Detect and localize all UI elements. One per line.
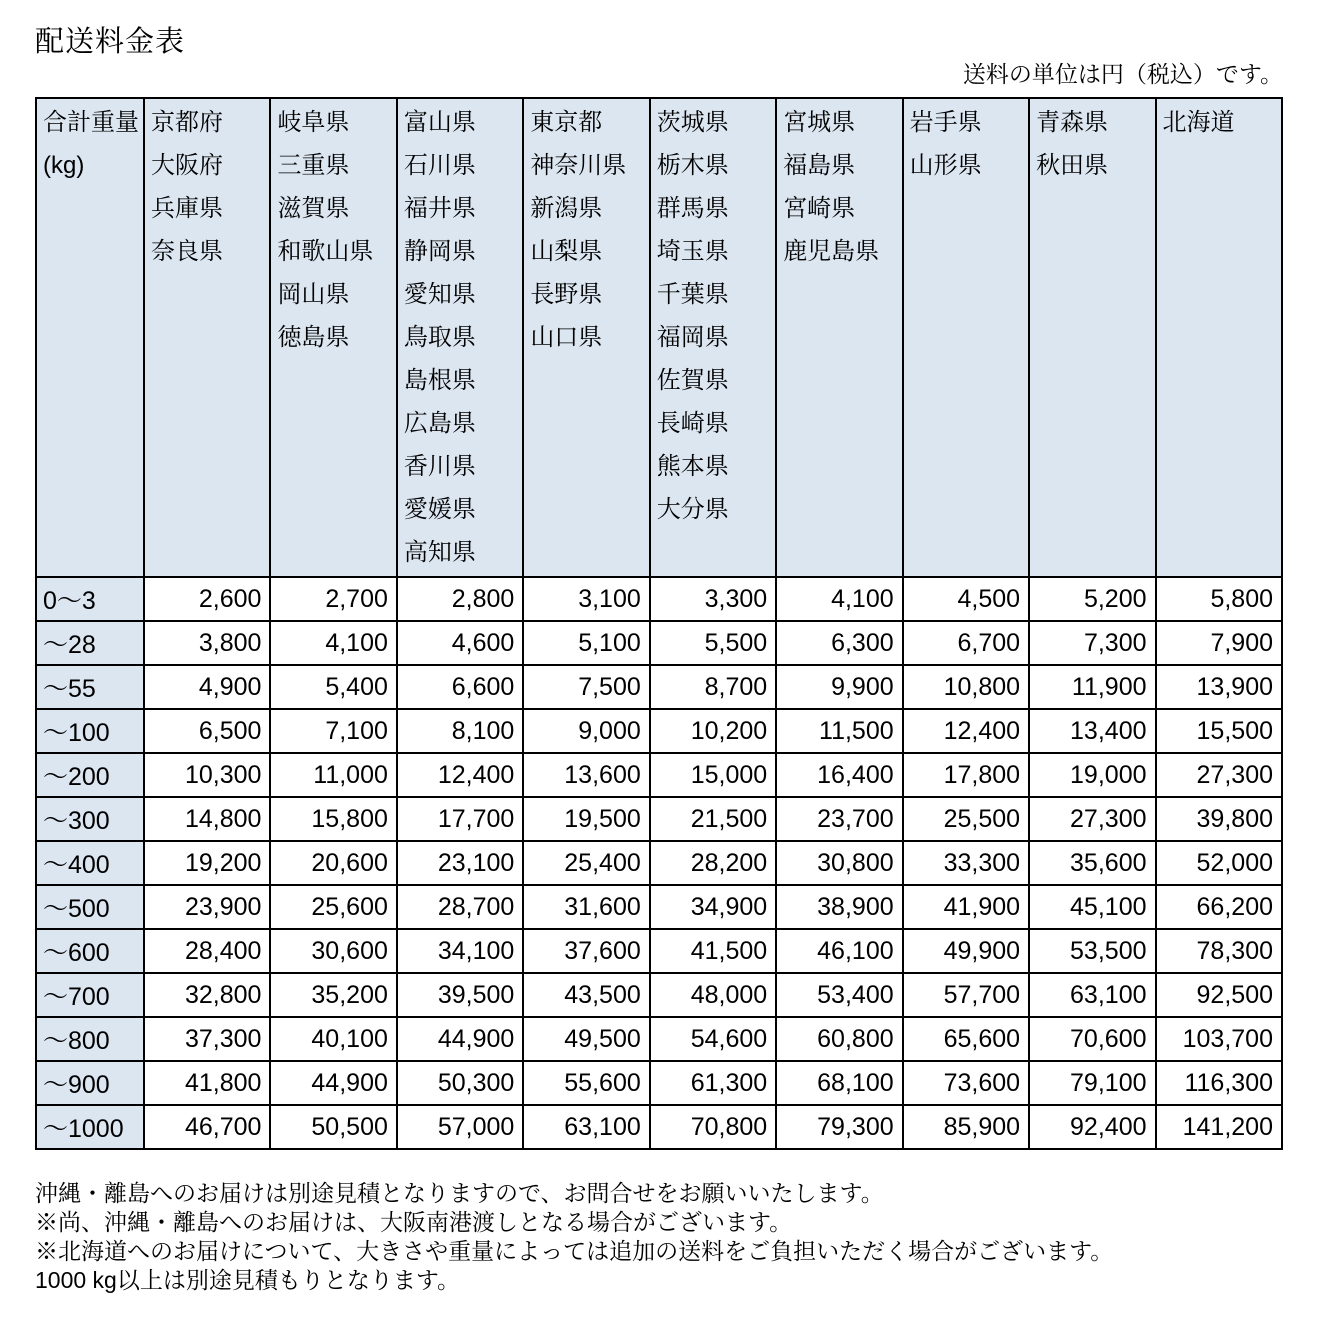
fee-cell: 63,100 bbox=[1029, 973, 1155, 1017]
weight-label-cell: ～700 bbox=[36, 973, 144, 1017]
fee-row bbox=[36, 665, 1282, 709]
fee-cell: 10,200 bbox=[650, 709, 776, 753]
fee-cell: 57,700 bbox=[903, 973, 1029, 1017]
weight-label-cell: ～500 bbox=[36, 885, 144, 929]
fee-row bbox=[36, 841, 1282, 885]
prefecture-name: 岩手県 bbox=[909, 109, 982, 136]
fee-cell: 45,100 bbox=[1029, 885, 1155, 929]
fee-cell: 2,800 bbox=[397, 577, 523, 621]
table-body bbox=[36, 577, 1282, 1149]
fee-cell: 9,000 bbox=[523, 709, 649, 753]
fee-cell: 38,900 bbox=[776, 885, 902, 929]
fee-cell: 31,600 bbox=[523, 885, 649, 929]
prefecture-name: 鹿児島県 bbox=[783, 238, 880, 265]
prefecture-name: 長野県 bbox=[530, 281, 603, 308]
prefecture-name: 佐賀県 bbox=[656, 367, 729, 394]
prefecture-name: 青森県 bbox=[1036, 109, 1109, 136]
prefecture-name: 島根県 bbox=[403, 367, 476, 394]
fee-cell: 37,600 bbox=[523, 929, 649, 973]
fee-cell: 9,900 bbox=[776, 665, 902, 709]
prefecture-name: 宮崎県 bbox=[783, 195, 856, 222]
fee-cell: 37,300 bbox=[144, 1017, 270, 1061]
prefecture-name: 福島県 bbox=[783, 152, 856, 179]
fee-cell: 11,500 bbox=[776, 709, 902, 753]
fee-cell: 60,800 bbox=[776, 1017, 902, 1061]
fee-cell: 46,700 bbox=[144, 1105, 270, 1149]
fee-cell: 49,500 bbox=[523, 1017, 649, 1061]
fee-row bbox=[36, 929, 1282, 973]
fee-row bbox=[36, 709, 1282, 753]
weight-label-cell: 0～3 bbox=[36, 577, 144, 621]
weight-label-cell: ～300 bbox=[36, 797, 144, 841]
prefecture-name: 愛知県 bbox=[403, 281, 476, 308]
weight-label-cell: ～800 bbox=[36, 1017, 144, 1061]
fee-cell: 25,500 bbox=[903, 797, 1029, 841]
fee-cell: 40,100 bbox=[270, 1017, 396, 1061]
fee-row bbox=[36, 973, 1282, 1017]
weight-header-line: (kg) bbox=[43, 152, 85, 179]
fee-cell: 103,700 bbox=[1156, 1017, 1283, 1061]
fee-cell: 63,100 bbox=[523, 1105, 649, 1149]
fee-cell: 10,800 bbox=[903, 665, 1029, 709]
shipping-fee-table bbox=[35, 97, 1283, 1150]
fee-cell: 54,600 bbox=[650, 1017, 776, 1061]
region-header-cell-6 bbox=[903, 98, 1029, 577]
prefecture-name: 長崎県 bbox=[656, 410, 729, 437]
fee-cell: 4,500 bbox=[903, 577, 1029, 621]
prefecture-name: 茨城県 bbox=[656, 109, 729, 136]
fee-cell: 85,900 bbox=[903, 1105, 1029, 1149]
fee-row bbox=[36, 1061, 1282, 1105]
prefecture-name: 山形県 bbox=[909, 152, 982, 179]
fee-row bbox=[36, 621, 1282, 665]
fee-cell: 12,400 bbox=[903, 709, 1029, 753]
fee-cell: 10,300 bbox=[144, 753, 270, 797]
fee-cell: 14,800 bbox=[144, 797, 270, 841]
fee-cell: 27,300 bbox=[1029, 797, 1155, 841]
weight-label-cell: ～600 bbox=[36, 929, 144, 973]
fee-cell: 23,100 bbox=[397, 841, 523, 885]
fee-cell: 70,600 bbox=[1029, 1017, 1155, 1061]
fee-cell: 55,600 bbox=[523, 1061, 649, 1105]
fee-cell: 79,100 bbox=[1029, 1061, 1155, 1105]
fee-cell: 15,500 bbox=[1156, 709, 1283, 753]
prefecture-name: 香川県 bbox=[403, 453, 476, 480]
fee-cell: 50,300 bbox=[397, 1061, 523, 1105]
fee-cell: 41,800 bbox=[144, 1061, 270, 1105]
fee-cell: 92,500 bbox=[1156, 973, 1283, 1017]
footnotes bbox=[35, 1179, 1285, 1295]
fee-cell: 3,800 bbox=[144, 621, 270, 665]
region-header-cell-2 bbox=[397, 98, 523, 577]
fee-cell: 33,300 bbox=[903, 841, 1029, 885]
weight-label-cell: ～28 bbox=[36, 621, 144, 665]
fee-row bbox=[36, 797, 1282, 841]
fee-cell: 39,500 bbox=[397, 973, 523, 1017]
fee-cell: 15,800 bbox=[270, 797, 396, 841]
fee-cell: 4,600 bbox=[397, 621, 523, 665]
fee-cell: 5,500 bbox=[650, 621, 776, 665]
fee-cell: 34,900 bbox=[650, 885, 776, 929]
fee-cell: 4,900 bbox=[144, 665, 270, 709]
fee-cell: 46,100 bbox=[776, 929, 902, 973]
fee-cell: 6,300 bbox=[776, 621, 902, 665]
prefecture-name: 栃木県 bbox=[656, 152, 729, 179]
page-title: 配送料金表 bbox=[35, 26, 186, 58]
prefecture-name: 福井県 bbox=[403, 195, 476, 222]
fee-cell: 28,200 bbox=[650, 841, 776, 885]
prefecture-name: 秋田県 bbox=[1036, 152, 1109, 179]
prefecture-name: 岡山県 bbox=[277, 281, 350, 308]
fee-cell: 21,500 bbox=[650, 797, 776, 841]
region-header-cell-8 bbox=[1156, 98, 1283, 577]
weight-label-cell: ～100 bbox=[36, 709, 144, 753]
fee-cell: 13,600 bbox=[523, 753, 649, 797]
fee-row bbox=[36, 1105, 1282, 1149]
fee-cell: 2,700 bbox=[270, 577, 396, 621]
fee-cell: 79,300 bbox=[776, 1105, 902, 1149]
prefecture-name: 熊本県 bbox=[656, 453, 729, 480]
fee-cell: 25,400 bbox=[523, 841, 649, 885]
fee-cell: 35,200 bbox=[270, 973, 396, 1017]
fee-cell: 16,400 bbox=[776, 753, 902, 797]
fee-cell: 61,300 bbox=[650, 1061, 776, 1105]
footnote-line: 沖縄・離島へのお届けは別途見積となりますので、お問合せをお願いいたします。 bbox=[35, 1180, 884, 1206]
fee-cell: 65,600 bbox=[903, 1017, 1029, 1061]
fee-cell: 5,100 bbox=[523, 621, 649, 665]
prefecture-name: 群馬県 bbox=[656, 195, 729, 222]
prefecture-name: 東京都 bbox=[530, 109, 603, 136]
fee-cell: 92,400 bbox=[1029, 1105, 1155, 1149]
prefecture-name: 奈良県 bbox=[151, 238, 223, 265]
fee-cell: 52,000 bbox=[1156, 841, 1283, 885]
fee-cell: 8,700 bbox=[650, 665, 776, 709]
region-header-cell-5 bbox=[776, 98, 902, 577]
fee-cell: 7,900 bbox=[1156, 621, 1283, 665]
prefecture-name: 山梨県 bbox=[530, 238, 603, 265]
prefecture-name: 宮城県 bbox=[783, 109, 856, 136]
fee-cell: 30,800 bbox=[776, 841, 902, 885]
region-header-cell-4 bbox=[650, 98, 776, 577]
fee-cell: 17,800 bbox=[903, 753, 1029, 797]
fee-cell: 57,000 bbox=[397, 1105, 523, 1149]
fee-cell: 41,500 bbox=[650, 929, 776, 973]
fee-cell: 68,100 bbox=[776, 1061, 902, 1105]
fee-cell: 35,600 bbox=[1029, 841, 1155, 885]
fee-cell: 13,900 bbox=[1156, 665, 1283, 709]
fee-cell: 73,600 bbox=[903, 1061, 1029, 1105]
prefecture-name: 神奈川県 bbox=[530, 152, 627, 179]
fee-cell: 53,500 bbox=[1029, 929, 1155, 973]
fee-cell: 6,600 bbox=[397, 665, 523, 709]
fee-cell: 53,400 bbox=[776, 973, 902, 1017]
fee-cell: 3,100 bbox=[523, 577, 649, 621]
region-header-cell-7 bbox=[1029, 98, 1155, 577]
prefecture-name: 三重県 bbox=[277, 152, 350, 179]
weight-header-line: 合計重量 bbox=[43, 109, 139, 136]
fee-cell: 4,100 bbox=[776, 577, 902, 621]
fee-cell: 43,500 bbox=[523, 973, 649, 1017]
weight-label-cell: ～900 bbox=[36, 1061, 144, 1105]
prefecture-name: 大阪府 bbox=[151, 152, 223, 179]
prefecture-name: 鳥取県 bbox=[403, 324, 476, 351]
fee-cell: 7,500 bbox=[523, 665, 649, 709]
fee-cell: 32,800 bbox=[144, 973, 270, 1017]
fee-cell: 13,400 bbox=[1029, 709, 1155, 753]
prefecture-name: 千葉県 bbox=[656, 281, 729, 308]
fee-cell: 6,500 bbox=[144, 709, 270, 753]
header-row bbox=[36, 98, 1282, 577]
footnote-line: ※北海道へのお届けについて、大きさや重量によっては追加の送料をご負担いただく場合がございます。 bbox=[35, 1238, 1114, 1264]
fee-cell: 15,000 bbox=[650, 753, 776, 797]
prefecture-name: 新潟県 bbox=[530, 195, 603, 222]
fee-row bbox=[36, 753, 1282, 797]
fee-cell: 11,000 bbox=[270, 753, 396, 797]
fee-cell: 2,600 bbox=[144, 577, 270, 621]
prefecture-name: 北海道 bbox=[1162, 109, 1235, 136]
weight-label-cell: ～200 bbox=[36, 753, 144, 797]
fee-cell: 11,900 bbox=[1029, 665, 1155, 709]
fee-cell: 5,200 bbox=[1029, 577, 1155, 621]
fee-cell: 12,400 bbox=[397, 753, 523, 797]
fee-cell: 34,100 bbox=[397, 929, 523, 973]
fee-cell: 19,000 bbox=[1029, 753, 1155, 797]
fee-cell: 6,700 bbox=[903, 621, 1029, 665]
fee-cell: 19,500 bbox=[523, 797, 649, 841]
fee-cell: 44,900 bbox=[270, 1061, 396, 1105]
region-header-cell-3 bbox=[523, 98, 649, 577]
prefecture-name: 京都府 bbox=[151, 109, 223, 136]
footnote-line: ※尚、沖縄・離島へのお届けは、大阪南港渡しとなる場合がございます。 bbox=[35, 1209, 793, 1235]
fee-cell: 141,200 bbox=[1156, 1105, 1283, 1149]
prefecture-name: 富山県 bbox=[403, 109, 476, 136]
prefecture-name: 滋賀県 bbox=[277, 195, 350, 222]
fee-cell: 23,700 bbox=[776, 797, 902, 841]
prefecture-name: 徳島県 bbox=[277, 324, 350, 351]
fee-cell: 20,600 bbox=[270, 841, 396, 885]
weight-label-cell: ～400 bbox=[36, 841, 144, 885]
fee-cell: 5,800 bbox=[1156, 577, 1283, 621]
fee-cell: 19,200 bbox=[144, 841, 270, 885]
fee-cell: 39,800 bbox=[1156, 797, 1283, 841]
prefecture-name: 和歌山県 bbox=[277, 238, 374, 265]
fee-row bbox=[36, 577, 1282, 621]
footnote-line: 1000 kg以上は別途見積もりとなります。 bbox=[35, 1267, 461, 1293]
fee-cell: 41,900 bbox=[903, 885, 1029, 929]
fee-cell: 4,100 bbox=[270, 621, 396, 665]
prefecture-name: 福岡県 bbox=[656, 324, 729, 351]
fee-cell: 27,300 bbox=[1156, 753, 1283, 797]
prefecture-name: 広島県 bbox=[403, 410, 476, 437]
fee-cell: 66,200 bbox=[1156, 885, 1283, 929]
fee-cell: 116,300 bbox=[1156, 1061, 1283, 1105]
prefecture-name: 岐阜県 bbox=[277, 109, 350, 136]
fee-cell: 30,600 bbox=[270, 929, 396, 973]
fee-row bbox=[36, 1017, 1282, 1061]
unit-note: 送料の単位は円（税込）です。 bbox=[962, 61, 1283, 87]
fee-cell: 8,100 bbox=[397, 709, 523, 753]
prefecture-name: 石川県 bbox=[403, 152, 476, 179]
fee-cell: 48,000 bbox=[650, 973, 776, 1017]
fee-cell: 50,500 bbox=[270, 1105, 396, 1149]
prefecture-name: 愛媛県 bbox=[403, 496, 476, 523]
prefecture-name: 高知県 bbox=[403, 539, 476, 566]
fee-row bbox=[36, 885, 1282, 929]
prefecture-name: 兵庫県 bbox=[151, 195, 223, 222]
prefecture-name: 大分県 bbox=[656, 496, 729, 523]
weight-header-cell bbox=[36, 98, 144, 577]
fee-cell: 17,700 bbox=[397, 797, 523, 841]
fee-cell: 25,600 bbox=[270, 885, 396, 929]
fee-cell: 49,900 bbox=[903, 929, 1029, 973]
weight-label-cell: ～55 bbox=[36, 665, 144, 709]
fee-cell: 7,300 bbox=[1029, 621, 1155, 665]
prefecture-name: 静岡県 bbox=[403, 238, 476, 265]
prefecture-name: 山口県 bbox=[530, 324, 603, 351]
fee-cell: 5,400 bbox=[270, 665, 396, 709]
fee-cell: 78,300 bbox=[1156, 929, 1283, 973]
weight-label-cell: ～1000 bbox=[36, 1105, 144, 1149]
fee-cell: 7,100 bbox=[270, 709, 396, 753]
region-header-cell-0 bbox=[144, 98, 270, 577]
fee-cell: 28,400 bbox=[144, 929, 270, 973]
fee-cell: 70,800 bbox=[650, 1105, 776, 1149]
prefecture-name: 埼玉県 bbox=[656, 238, 729, 265]
fee-cell: 28,700 bbox=[397, 885, 523, 929]
fee-cell: 3,300 bbox=[650, 577, 776, 621]
region-header-cell-1 bbox=[270, 98, 396, 577]
fee-cell: 23,900 bbox=[144, 885, 270, 929]
fee-cell: 44,900 bbox=[397, 1017, 523, 1061]
